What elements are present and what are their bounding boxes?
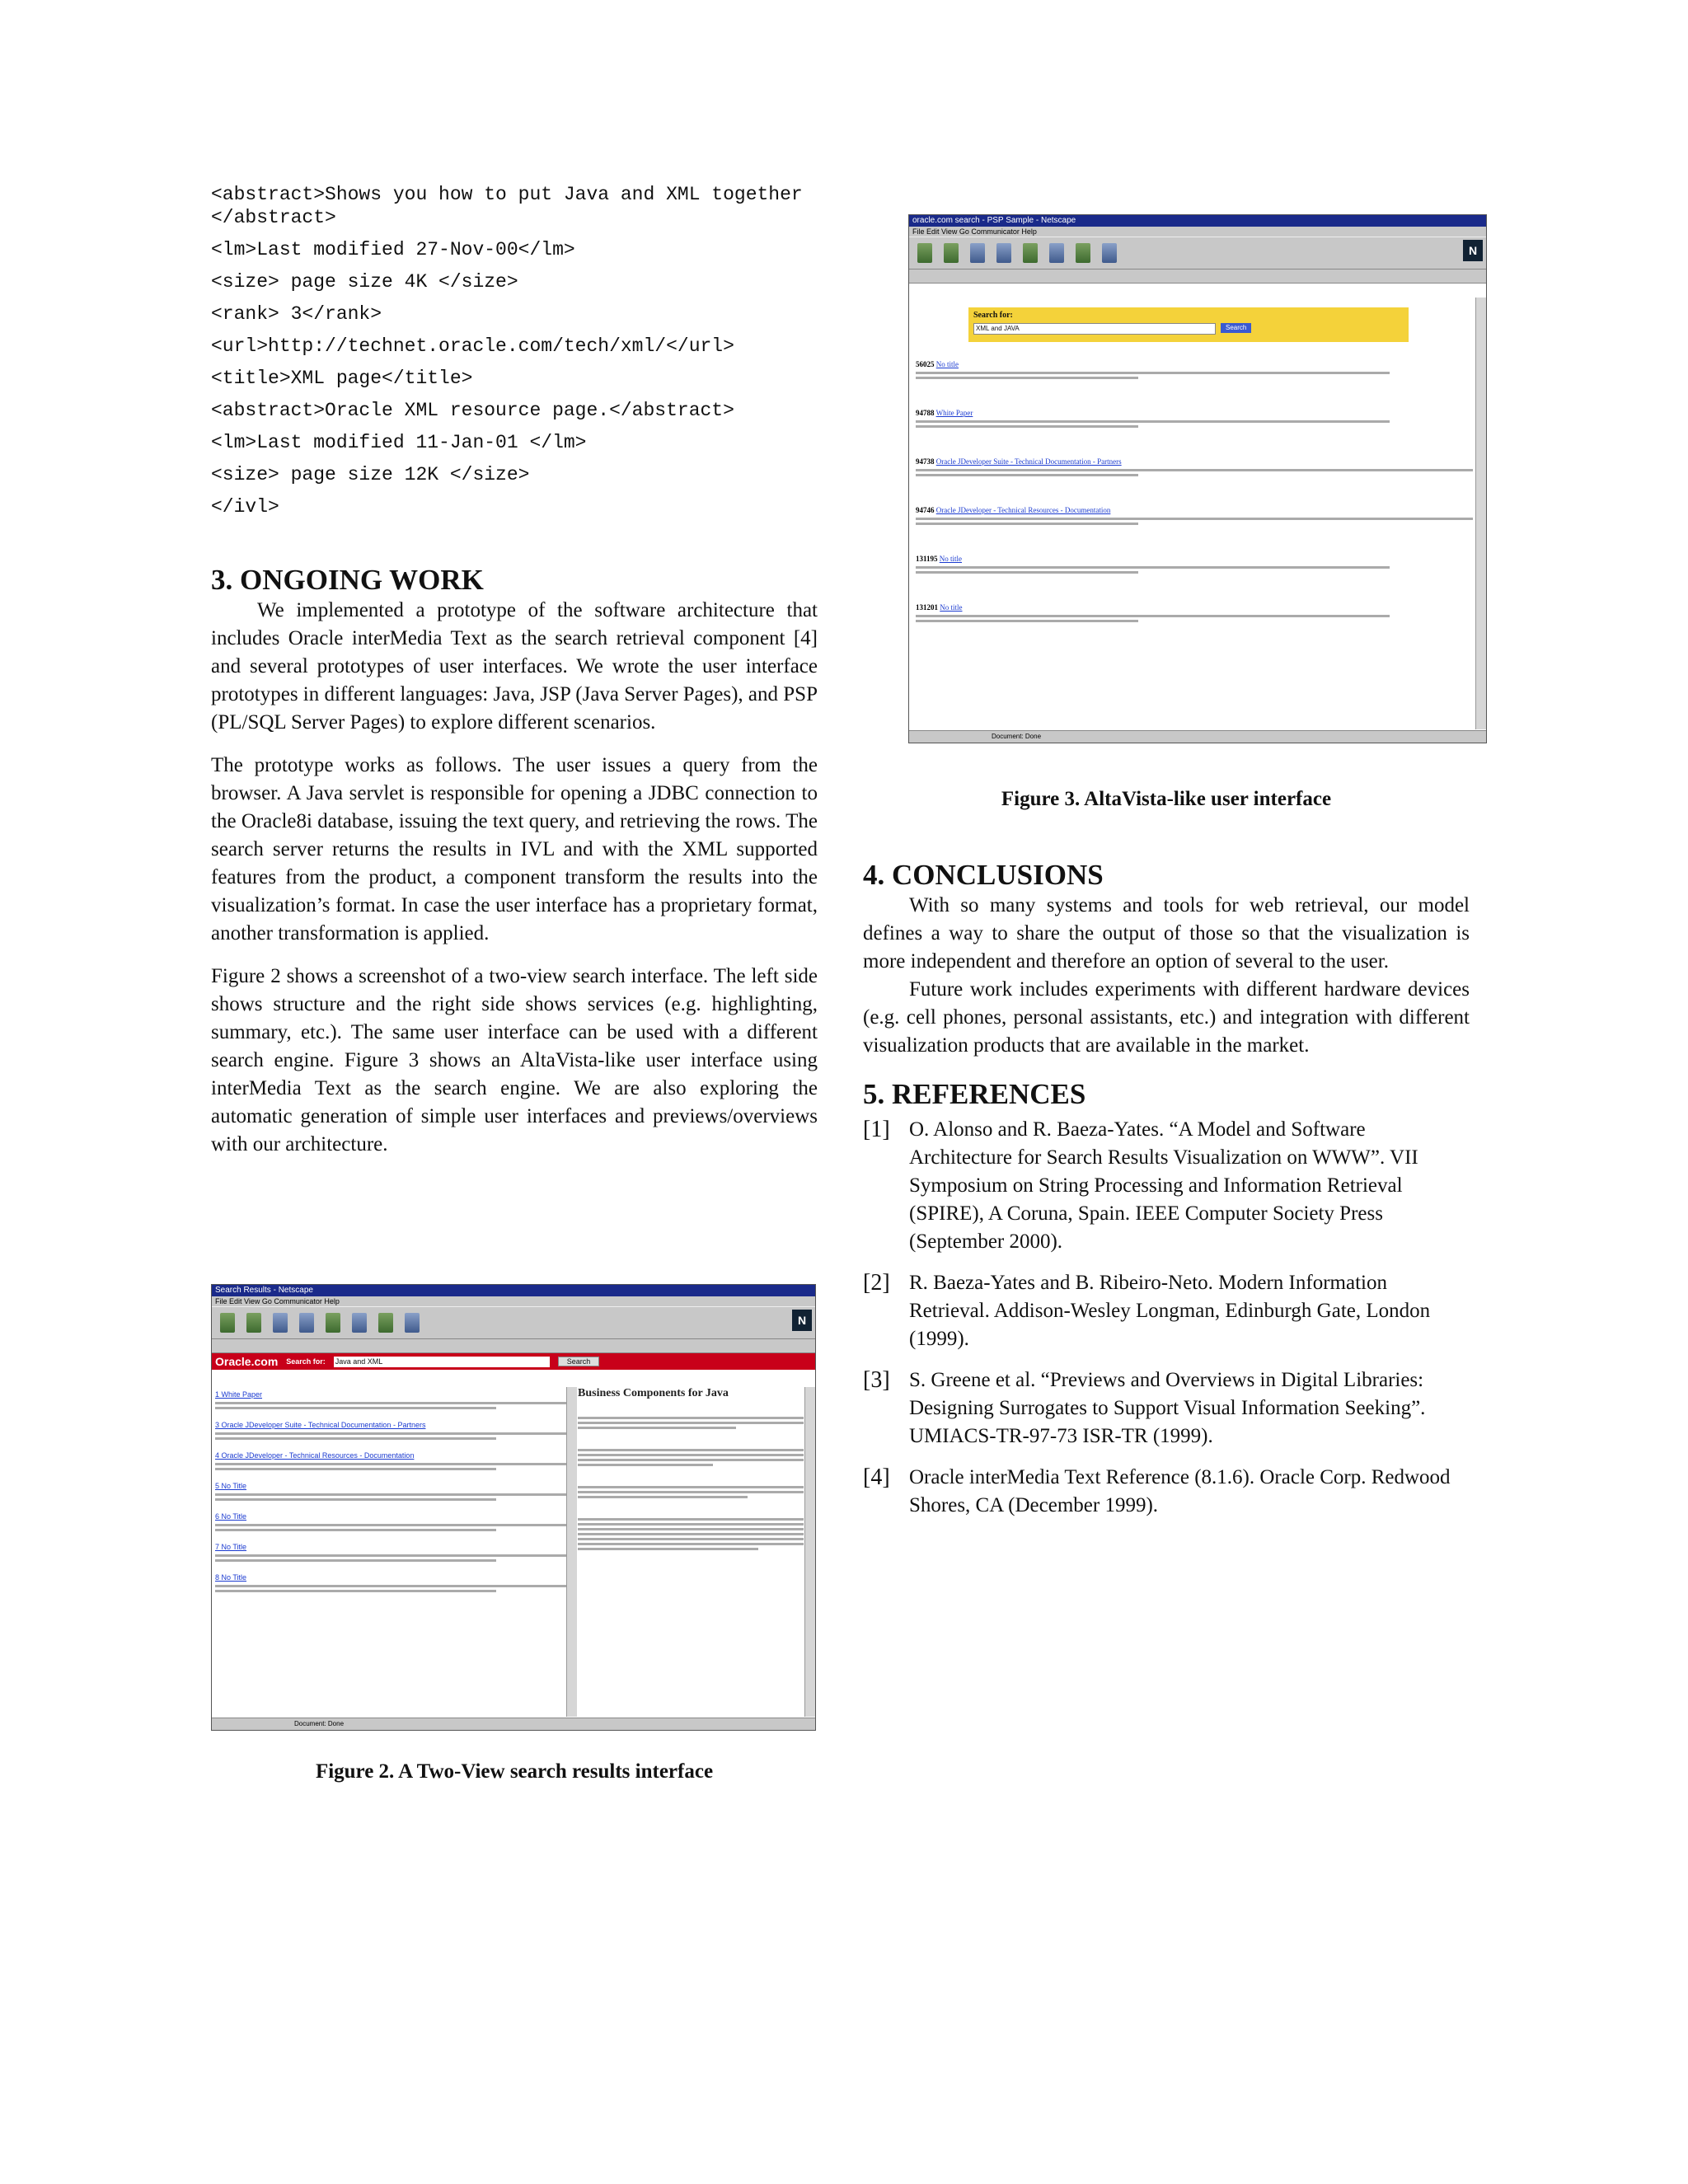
reference-number: [2] bbox=[863, 1270, 890, 1296]
search-input[interactable]: XML and JAVA bbox=[973, 323, 1216, 335]
search-label: Search for: bbox=[286, 1357, 326, 1366]
code-line: <size> page size 12K </size> bbox=[211, 464, 530, 485]
back-icon bbox=[220, 1313, 235, 1333]
result-rank: 94738 bbox=[916, 457, 935, 466]
search-icon bbox=[326, 1313, 340, 1333]
result-rank: 94788 bbox=[916, 409, 935, 417]
search-input[interactable]: Java and XML bbox=[334, 1357, 550, 1367]
section-5-heading: 5. REFERENCES bbox=[863, 1078, 1086, 1110]
code-line: <abstract>Oracle XML resource page.</abstract> bbox=[211, 400, 734, 421]
section-4-heading: 4. CONCLUSIONS bbox=[863, 859, 1104, 891]
result-link[interactable]: 5 No Title bbox=[215, 1482, 247, 1490]
security-icon bbox=[1102, 243, 1117, 263]
browser-toolbar bbox=[909, 237, 1486, 269]
references-list bbox=[863, 1116, 1470, 1520]
left-column bbox=[211, 183, 818, 1159]
status-bar: Document: Done bbox=[212, 1718, 815, 1730]
back-icon bbox=[917, 243, 932, 263]
section-3-paragraph-2: The prototype works as follows. The user issues a query from the browser. A Java servlet is responsible for opening a JDBC connection to the Oracle8i database, issuing the text query, and retrieving the rows. The search server returns the results in IVL and with the XML supported features from the product, a component transform the results into the visualization’s format. In case the user interface has a proprietary format, another transformation is applied. bbox=[211, 754, 818, 944]
results-scrollbar[interactable] bbox=[566, 1387, 577, 1717]
section-3-heading: 3. ONGOING WORK bbox=[211, 564, 484, 596]
forward-icon bbox=[246, 1313, 261, 1333]
results-list bbox=[912, 360, 1473, 652]
browser-toolbar bbox=[212, 1306, 815, 1339]
results-scrollbar[interactable] bbox=[1475, 298, 1486, 729]
result-rank: 94746 bbox=[916, 506, 935, 514]
netscape-logo: N bbox=[1463, 240, 1483, 261]
reference-text: O. Alonso and R. Baeza-Yates. “A Model and Software Architecture for Search Results Visualization on WWW”. VII Symposium on String Processing and Information Retrieval (SPIRE), A Coruna, Spain. IEEE Computer Society Press (September 2000). bbox=[909, 1118, 1418, 1253]
code-line: </ivl> bbox=[211, 496, 279, 518]
home-icon bbox=[996, 243, 1011, 263]
search-button[interactable]: Search bbox=[558, 1357, 600, 1366]
result-link[interactable]: No title bbox=[935, 360, 959, 368]
result-rank: 56025 bbox=[916, 360, 935, 368]
result-link[interactable]: 4 Oracle JDeveloper - Technical Resources - Documentation bbox=[215, 1451, 415, 1460]
oracle-logo: Oracle.com bbox=[215, 1355, 279, 1368]
figure-2-screenshot bbox=[211, 1284, 816, 1731]
code-line: <title>XML page</title> bbox=[211, 368, 473, 389]
reference-text: Oracle interMedia Text Reference (8.1.6). Oracle Corp. Redwood Shores, CA (December 1999). bbox=[909, 1466, 1451, 1516]
results-pane bbox=[212, 1387, 566, 1717]
personal-toolbar bbox=[909, 269, 1486, 284]
result-link[interactable]: No title bbox=[940, 603, 963, 612]
code-line: <abstract>Shows you how to put Java and XML together </abstract> bbox=[211, 184, 814, 228]
reference-text: R. Baeza-Yates and B. Ribeiro-Neto. Modern Information Retrieval. Addison-Wesley Longman, Edinburgh Gate, London (1999). bbox=[909, 1272, 1431, 1350]
code-line: <lm>Last modified 27-Nov-00</lm> bbox=[211, 239, 575, 260]
preview-scrollbar[interactable] bbox=[804, 1387, 815, 1717]
code-line: <lm>Last modified 11-Jan-01 </lm> bbox=[211, 432, 587, 453]
reference-number: [1] bbox=[863, 1117, 890, 1142]
reference-item bbox=[863, 1366, 1470, 1451]
reference-item bbox=[863, 1269, 1470, 1353]
reference-item bbox=[863, 1464, 1470, 1520]
result-link[interactable]: 6 No Title bbox=[215, 1512, 247, 1521]
window-title: oracle.com search - PSP Sample - Netscape bbox=[909, 215, 1486, 227]
window-title: Search Results - Netscape bbox=[212, 1285, 815, 1296]
reload-icon bbox=[273, 1313, 288, 1333]
reference-number: [4] bbox=[863, 1465, 890, 1490]
result-link[interactable]: No title bbox=[939, 555, 963, 563]
menu-bar: File Edit View Go Communicator Help bbox=[212, 1296, 815, 1306]
result-link[interactable]: 8 No Title bbox=[215, 1573, 247, 1582]
result-link[interactable]: 7 No Title bbox=[215, 1543, 247, 1551]
netscape-logo: N bbox=[792, 1310, 812, 1331]
code-line: <url>http://technet.oracle.com/tech/xml/</url> bbox=[211, 335, 734, 357]
search-label: Search for: bbox=[973, 311, 1013, 320]
section-3-paragraph-1: We implemented a prototype of the software architecture that includes Oracle interMedia Text as the search retrieval component [4] and several prototypes of user interfaces. We wrote the user interface prototypes in different languages: Java, JSP (Java Server Pages), and PSP (PL/SQL Server Pages) to explore different scenarios. bbox=[211, 599, 818, 733]
oracle-search-bar bbox=[212, 1353, 815, 1370]
result-link[interactable]: 1 White Paper bbox=[215, 1390, 263, 1399]
reference-number: [3] bbox=[863, 1367, 890, 1393]
print-icon bbox=[1076, 243, 1090, 263]
forward-icon bbox=[944, 243, 959, 263]
personal-toolbar bbox=[212, 1339, 815, 1353]
home-icon bbox=[299, 1313, 314, 1333]
security-icon bbox=[405, 1313, 420, 1333]
search-button[interactable]: Search bbox=[1221, 323, 1251, 333]
ivl-code-block bbox=[211, 183, 818, 518]
result-link[interactable]: Oracle JDeveloper Suite - Technical Documentation - Partners bbox=[935, 457, 1122, 466]
reference-text: S. Greene et al. “Previews and Overviews in Digital Libraries: Designing Surrogates to Support Visual Information Seeking”. UMIACS-TR-97-73 ISR-TR (1999). bbox=[909, 1369, 1426, 1447]
menu-bar: File Edit View Go Communicator Help bbox=[909, 227, 1486, 237]
section-4-paragraph-1: With so many systems and tools for web retrieval, our model defines a way to share the output of those so that the visualization is more independent and therefore an option of several to the user. bbox=[863, 894, 1470, 972]
code-line: <size> page size 4K </size> bbox=[211, 271, 518, 293]
netscape-icon bbox=[352, 1313, 367, 1333]
section-4-paragraph-2: Future work includes experiments with different hardware devices (e.g. cell phones, personal assistants, etc.) and integration with different visualization products that are available in the market. bbox=[863, 978, 1470, 1057]
reload-icon bbox=[970, 243, 985, 263]
figure-3-screenshot bbox=[908, 214, 1487, 743]
section-3-paragraph-3: Figure 2 shows a screenshot of a two-view search interface. The left side shows structure and the right side shows services (e.g. highlighting, summary, etc.). The same user interface can be used with a different search engine. Figure 3 shows an AltaVista-like user interface using interMedia Text as the search engine. We are also exploring the automatic generation of simple user interfaces and previews/overviews with our architecture. bbox=[211, 965, 818, 1155]
print-icon bbox=[378, 1313, 393, 1333]
status-bar: Document: Done bbox=[909, 730, 1486, 743]
figure-3-caption: Figure 3. AltaVista-like user interface bbox=[1001, 788, 1332, 810]
result-rank: 131195 bbox=[916, 555, 938, 563]
search-icon bbox=[1023, 243, 1038, 263]
code-line: <rank> 3</rank> bbox=[211, 303, 382, 325]
figure-2-caption: Figure 2. A Two-View search results interface bbox=[315, 1760, 714, 1783]
reference-item bbox=[863, 1116, 1470, 1256]
result-link[interactable]: White Paper bbox=[935, 409, 973, 417]
result-link[interactable]: Oracle JDeveloper - Technical Resources - Documentation bbox=[935, 506, 1111, 514]
preview-pane bbox=[578, 1387, 804, 1717]
preview-heading: Business Components for Java bbox=[578, 1387, 729, 1399]
result-rank: 131201 bbox=[916, 603, 938, 612]
search-box bbox=[968, 307, 1409, 342]
right-column bbox=[863, 786, 1470, 1533]
result-link[interactable]: 3 Oracle JDeveloper Suite - Technical Documentation - Partners bbox=[215, 1421, 426, 1429]
netscape-icon bbox=[1049, 243, 1064, 263]
